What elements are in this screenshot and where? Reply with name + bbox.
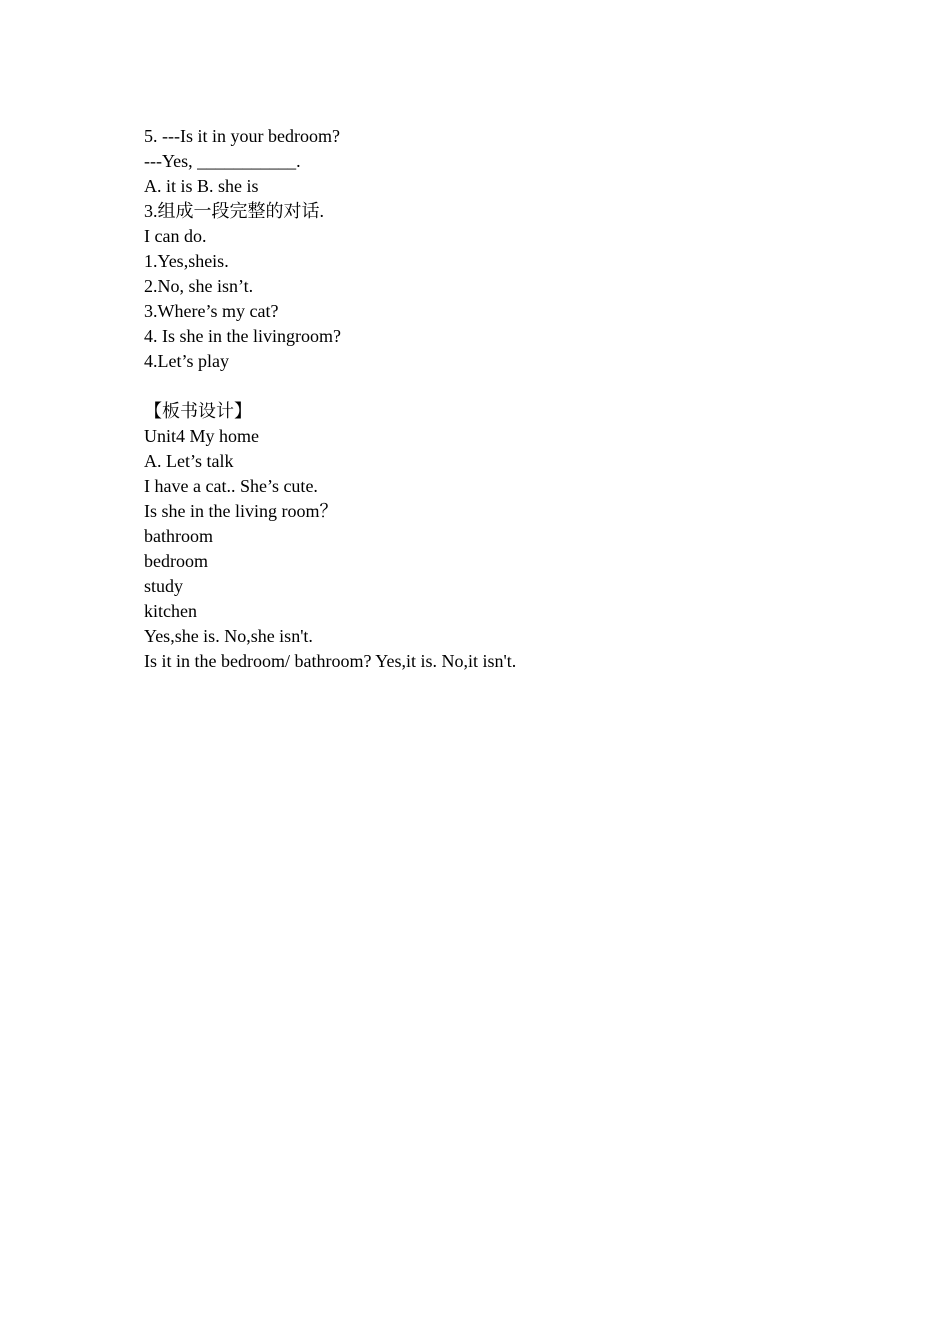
question-5-options: A. it is B. she is xyxy=(144,176,259,196)
dialogue-line: 2.No, she isn’t. xyxy=(144,276,254,296)
dialogue-line: 4. Is she in the livingroom? xyxy=(144,326,341,346)
board-design-line: Yes,she is. No,she isn't. xyxy=(144,626,313,646)
board-design-line: Is she in the living room？ xyxy=(144,501,338,521)
document-body xyxy=(144,124,804,674)
dialogue-line: 3.Where’s my cat? xyxy=(144,301,279,321)
dialogue-line: I can do. xyxy=(144,226,207,246)
board-design-line: study xyxy=(144,576,184,596)
question-5-answer-blank: ---Yes, ___________. xyxy=(144,151,301,171)
board-design-line: I have a cat.. She’s cute. xyxy=(144,476,318,496)
board-design-heading: 【板书设计】 xyxy=(144,401,252,421)
blank-line xyxy=(144,374,804,399)
section-3-title: 3.组成一段完整的对话. xyxy=(144,201,324,221)
board-design-line: bathroom xyxy=(144,526,213,546)
board-design-line: Is it in the bedroom/ bathroom? Yes,it is. No,it isn't. xyxy=(144,651,517,671)
board-design-line: kitchen xyxy=(144,601,197,621)
board-design-line: A. Let’s talk xyxy=(144,451,234,471)
question-5: 5. ---Is it in your bedroom? xyxy=(144,126,340,146)
dialogue-line: 1.Yes,sheis. xyxy=(144,251,229,271)
board-design-line: bedroom xyxy=(144,551,208,571)
board-design-line: Unit4 My home xyxy=(144,426,259,446)
dialogue-line: 4.Let’s play xyxy=(144,351,229,371)
